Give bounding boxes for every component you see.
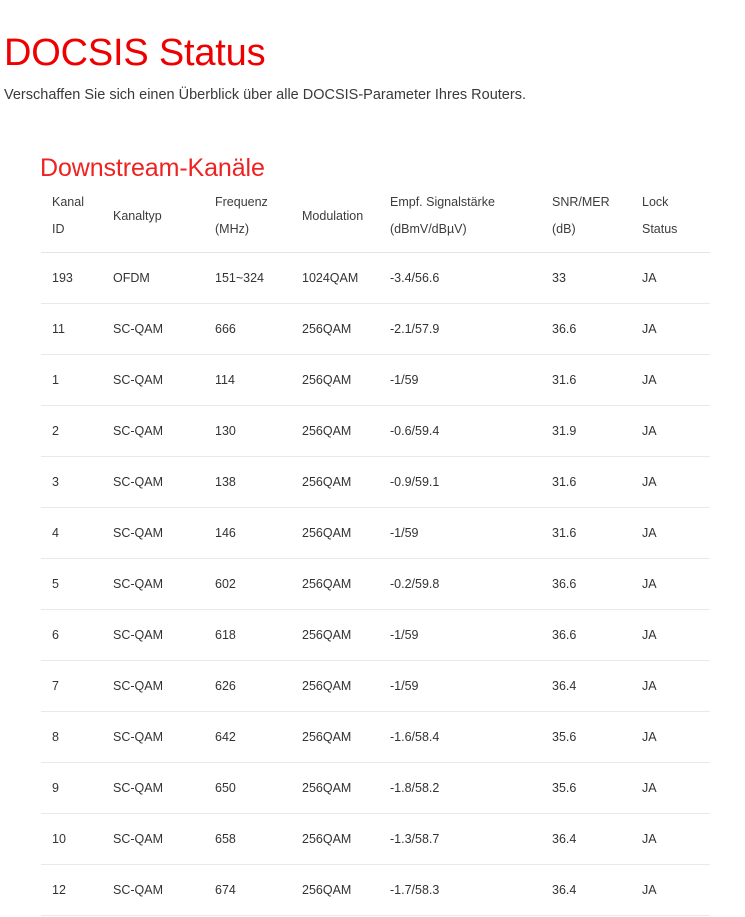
cell-channel-type-value: SC-QAM [113,832,163,846]
column-header-line1: Frequenz [215,195,268,209]
cell-lock-status [637,304,710,355]
table-row [41,406,710,457]
cell-modulation-value: 256QAM [302,628,352,642]
column-header-received-power [381,180,542,253]
cell-frequency [204,865,297,916]
cell-channel-type [102,508,204,559]
cell-received-power-value: -1.7/58.3 [390,883,440,897]
cell-frequency [204,661,297,712]
cell-channel-type [102,304,204,355]
cell-channel-id [41,610,102,661]
cell-frequency [204,610,297,661]
cell-modulation [297,610,381,661]
cell-channel-type [102,661,204,712]
cell-snr-mer [542,610,637,661]
column-header-channel-type [102,180,204,253]
column-header-line2: Status [642,222,678,236]
cell-modulation [297,814,381,865]
cell-lock-status [637,406,710,457]
cell-channel-type [102,865,204,916]
cell-channel-type [102,406,204,457]
cell-frequency-value: 138 [215,475,236,489]
cell-channel-id [41,457,102,508]
cell-modulation-value: 256QAM [302,730,352,744]
cell-received-power [381,457,542,508]
cell-frequency-value: 626 [215,679,236,693]
downstream-table-container [41,180,710,916]
cell-channel-type-value: SC-QAM [113,322,163,336]
column-header-line1: Modulation [302,209,364,223]
cell-modulation [297,406,381,457]
cell-channel-id-value: 1 [52,373,59,387]
cell-modulation [297,712,381,763]
cell-channel-id-value: 6 [52,628,59,642]
cell-frequency-value: 642 [215,730,236,744]
cell-snr-mer [542,763,637,814]
cell-snr-mer [542,304,637,355]
cell-lock-status-value: JA [642,322,657,336]
cell-channel-id-value: 8 [52,730,59,744]
cell-modulation-value: 256QAM [302,832,352,846]
cell-channel-type-value: SC-QAM [113,424,163,438]
cell-frequency [204,355,297,406]
cell-snr-mer [542,712,637,763]
cell-modulation [297,865,381,916]
column-header-line1: Empf. Signalstärke [390,195,495,209]
table-row [41,253,710,304]
cell-frequency [204,559,297,610]
column-header-line1: Kanaltyp [113,209,162,223]
cell-channel-type-value: SC-QAM [113,730,163,744]
cell-modulation-value: 1024QAM [302,271,359,285]
cell-lock-status-value: JA [642,628,657,642]
cell-lock-status-value: JA [642,373,657,387]
cell-channel-type-value: SC-QAM [113,883,163,897]
cell-modulation [297,457,381,508]
cell-snr-mer-value: 36.4 [552,883,577,897]
cell-received-power [381,661,542,712]
cell-frequency [204,712,297,763]
table-row [41,865,710,916]
cell-modulation-value: 256QAM [302,577,352,591]
cell-received-power [381,253,542,304]
cell-snr-mer [542,661,637,712]
cell-modulation-value: 256QAM [302,526,352,540]
cell-received-power-value: -1.8/58.2 [390,781,440,795]
cell-received-power-value: -0.9/59.1 [390,475,440,489]
column-header-modulation [297,180,381,253]
cell-lock-status-value: JA [642,577,657,591]
table-row [41,355,710,406]
cell-modulation-value: 256QAM [302,322,352,336]
cell-modulation-value: 256QAM [302,781,352,795]
cell-modulation-value: 256QAM [302,424,352,438]
cell-lock-status [637,559,710,610]
cell-channel-type-value: SC-QAM [113,475,163,489]
cell-channel-type [102,457,204,508]
cell-frequency [204,814,297,865]
cell-received-power-value: -2.1/57.9 [390,322,440,336]
cell-received-power-value: -1/59 [390,526,419,540]
cell-channel-type-value: SC-QAM [113,577,163,591]
cell-modulation-value: 256QAM [302,679,352,693]
cell-lock-status [637,661,710,712]
page-title: DOCSIS Status [4,32,266,75]
cell-modulation-value: 256QAM [302,373,352,387]
cell-received-power [381,355,542,406]
cell-frequency-value: 602 [215,577,236,591]
cell-lock-status-value: JA [642,679,657,693]
cell-snr-mer-value: 35.6 [552,730,577,744]
cell-snr-mer [542,253,637,304]
cell-frequency-value: 674 [215,883,236,897]
cell-frequency [204,508,297,559]
cell-snr-mer [542,508,637,559]
cell-lock-status [637,355,710,406]
cell-received-power [381,559,542,610]
cell-frequency [204,406,297,457]
column-header-lock-status [637,180,710,253]
table-row [41,304,710,355]
downstream-section-title: Downstream-Kanäle [40,153,265,182]
cell-frequency [204,253,297,304]
cell-received-power [381,712,542,763]
cell-snr-mer-value: 35.6 [552,781,577,795]
cell-channel-type [102,559,204,610]
cell-channel-id [41,253,102,304]
cell-lock-status-value: JA [642,730,657,744]
cell-channel-type [102,355,204,406]
cell-modulation-value: 256QAM [302,475,352,489]
cell-lock-status [637,712,710,763]
column-header-line2: ID [52,222,65,236]
cell-received-power [381,814,542,865]
cell-lock-status [637,610,710,661]
cell-frequency [204,457,297,508]
cell-received-power-value: -0.6/59.4 [390,424,440,438]
cell-frequency-value: 618 [215,628,236,642]
cell-snr-mer-value: 31.9 [552,424,577,438]
cell-lock-status-value: JA [642,883,657,897]
cell-channel-id [41,763,102,814]
cell-frequency [204,304,297,355]
cell-lock-status-value: JA [642,781,657,795]
cell-received-power-value: -3.4/56.6 [390,271,440,285]
cell-channel-id-value: 5 [52,577,59,591]
cell-frequency-value: 151~324 [215,271,265,285]
table-row [41,712,710,763]
cell-channel-type-value: SC-QAM [113,373,163,387]
table-row [41,763,710,814]
cell-lock-status-value: JA [642,475,657,489]
column-header-channel-id [41,180,102,253]
column-header-line2: (dB) [552,222,576,236]
cell-received-power [381,610,542,661]
cell-lock-status-value: JA [642,424,657,438]
cell-lock-status-value: JA [642,832,657,846]
cell-snr-mer [542,457,637,508]
cell-channel-type-value: SC-QAM [113,679,163,693]
cell-channel-type [102,763,204,814]
cell-channel-id-value: 3 [52,475,59,489]
cell-snr-mer-value: 36.6 [552,322,577,336]
table-row [41,457,710,508]
cell-channel-type [102,253,204,304]
cell-snr-mer [542,406,637,457]
cell-channel-id-value: 193 [52,271,73,285]
cell-channel-id [41,304,102,355]
cell-channel-id [41,508,102,559]
cell-lock-status [637,253,710,304]
cell-channel-id [41,661,102,712]
cell-modulation [297,559,381,610]
cell-channel-id [41,355,102,406]
column-header-line1: Lock [642,195,669,209]
column-header-line1: SNR/MER [552,195,610,209]
cell-received-power [381,406,542,457]
column-header-snr-mer [542,180,637,253]
cell-received-power [381,508,542,559]
cell-channel-id-value: 9 [52,781,59,795]
cell-lock-status [637,763,710,814]
table-header-row [41,180,710,253]
cell-lock-status [637,814,710,865]
cell-frequency-value: 114 [215,373,235,387]
column-header-line2: (MHz) [215,222,250,236]
table-row [41,559,710,610]
cell-frequency-value: 650 [215,781,236,795]
cell-modulation [297,304,381,355]
cell-channel-id-value: 10 [52,832,66,846]
cell-modulation [297,763,381,814]
cell-channel-type-value: SC-QAM [113,526,163,540]
cell-lock-status [637,865,710,916]
cell-lock-status [637,508,710,559]
cell-channel-id [41,865,102,916]
page-subtitle: Verschaffen Sie sich einen Überblick über alle DOCSIS-Parameter Ihres Routers. [4,86,526,103]
column-header-line2: (dBmV/dBµV) [390,222,467,236]
cell-snr-mer-value: 36.6 [552,628,577,642]
table-row [41,508,710,559]
cell-received-power-value: -0.2/59.8 [390,577,440,591]
cell-channel-id [41,406,102,457]
cell-received-power-value: -1/59 [390,679,419,693]
cell-frequency-value: 666 [215,322,236,336]
cell-snr-mer [542,559,637,610]
cell-snr-mer-value: 36.4 [552,832,577,846]
cell-received-power-value: -1/59 [390,628,419,642]
cell-channel-type-value: OFDM [113,271,150,285]
cell-channel-id-value: 12 [52,883,66,897]
cell-received-power-value: -1.6/58.4 [390,730,440,744]
cell-channel-id [41,814,102,865]
cell-channel-type [102,712,204,763]
cell-channel-id-value: 11 [52,322,65,336]
cell-snr-mer [542,355,637,406]
cell-modulation [297,508,381,559]
cell-channel-id [41,712,102,763]
cell-frequency-value: 146 [215,526,236,540]
cell-received-power-value: -1.3/58.7 [390,832,440,846]
table-header [41,180,710,253]
column-header-frequency [204,180,297,253]
cell-lock-status-value: JA [642,526,657,540]
table-row [41,661,710,712]
cell-received-power [381,304,542,355]
table-row [41,610,710,661]
cell-channel-type [102,610,204,661]
cell-channel-type-value: SC-QAM [113,781,163,795]
cell-channel-id-value: 2 [52,424,59,438]
cell-lock-status-value: JA [642,271,657,285]
cell-channel-type-value: SC-QAM [113,628,163,642]
cell-snr-mer-value: 31.6 [552,526,577,540]
cell-modulation [297,253,381,304]
cell-snr-mer-value: 36.6 [552,577,577,591]
cell-snr-mer-value: 31.6 [552,373,577,387]
column-header-line1: Kanal [52,195,84,209]
cell-lock-status [637,457,710,508]
cell-received-power [381,865,542,916]
table-body [41,253,710,916]
cell-frequency-value: 130 [215,424,236,438]
cell-frequency [204,763,297,814]
cell-snr-mer [542,814,637,865]
cell-snr-mer [542,865,637,916]
cell-received-power-value: -1/59 [390,373,419,387]
cell-channel-id-value: 4 [52,526,59,540]
cell-modulation [297,355,381,406]
cell-snr-mer-value: 33 [552,271,566,285]
cell-modulation-value: 256QAM [302,883,352,897]
cell-snr-mer-value: 31.6 [552,475,577,489]
cell-modulation [297,661,381,712]
cell-channel-id [41,559,102,610]
cell-snr-mer-value: 36.4 [552,679,577,693]
cell-frequency-value: 658 [215,832,236,846]
cell-received-power [381,763,542,814]
table-row [41,814,710,865]
downstream-channels-table [41,180,710,916]
cell-channel-id-value: 7 [52,679,59,693]
cell-channel-type [102,814,204,865]
